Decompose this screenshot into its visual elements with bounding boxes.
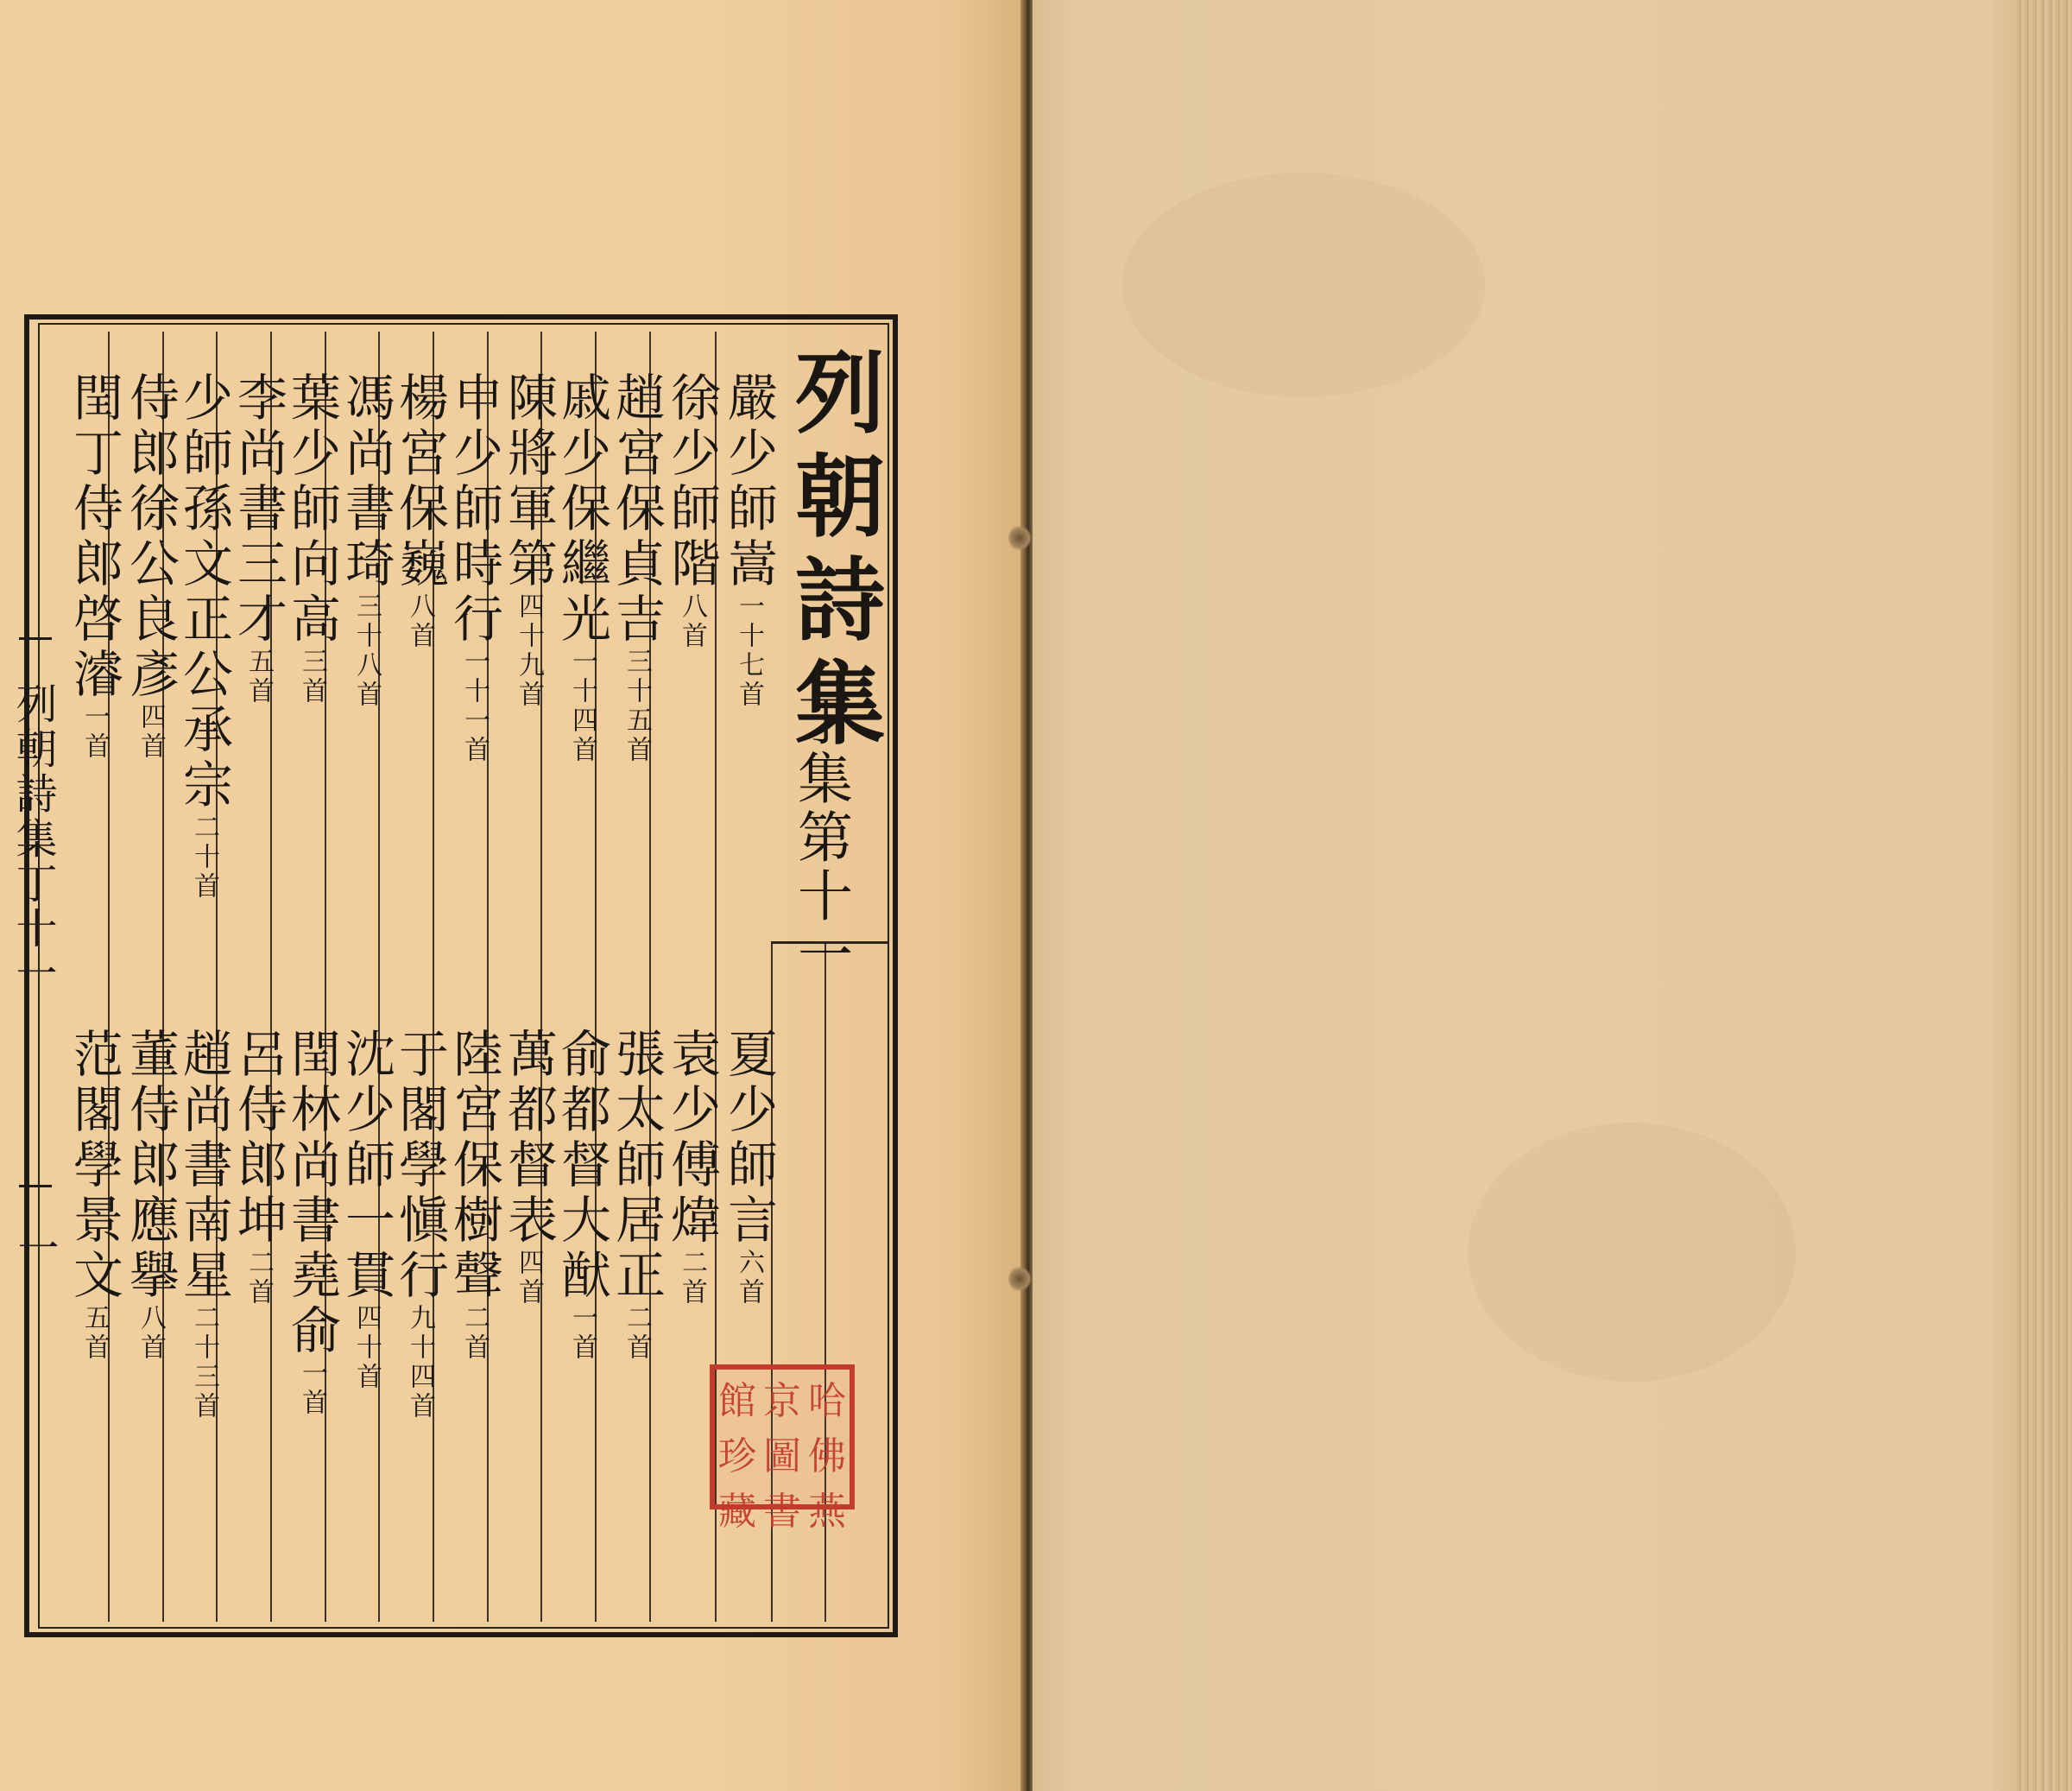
seal-glyph: 燕 bbox=[808, 1490, 846, 1534]
entry bbox=[499, 1028, 558, 1307]
entry bbox=[121, 371, 180, 762]
entry-name: 范閣學景文 bbox=[65, 1028, 123, 1304]
seal-glyph: 書 bbox=[763, 1490, 801, 1534]
entry-name: 陳將軍第 bbox=[499, 371, 558, 592]
entry-count: 一首 bbox=[297, 1359, 327, 1418]
paper-stain bbox=[1468, 1123, 1796, 1382]
entry-count: 二首 bbox=[622, 1304, 652, 1363]
entry-count: 一十七首 bbox=[734, 592, 764, 710]
seal-glyph: 藏 bbox=[718, 1490, 756, 1534]
entry bbox=[499, 371, 558, 710]
entry bbox=[229, 1028, 287, 1307]
entry-name: 沈少師一貫 bbox=[337, 1028, 395, 1304]
entry-name: 馮尚書琦 bbox=[337, 371, 395, 592]
entry-count: 二首 bbox=[459, 1304, 490, 1363]
book-title: 列朝詩集 bbox=[780, 345, 886, 760]
entry-name: 嚴少師嵩 bbox=[719, 371, 778, 592]
entry bbox=[174, 371, 233, 902]
entry-name: 夏少師言 bbox=[719, 1028, 778, 1249]
entry-count: 五首 bbox=[243, 648, 274, 706]
entry bbox=[719, 1028, 778, 1307]
entry-count: 一首 bbox=[567, 1304, 597, 1363]
entry-count: 一十一首 bbox=[459, 648, 490, 765]
entry-name: 戚少保繼光 bbox=[553, 371, 611, 648]
entry bbox=[282, 1028, 341, 1418]
entry-name: 申少師時行 bbox=[445, 371, 503, 648]
entry-name: 閏丁侍郎啓濬 bbox=[65, 371, 123, 703]
seal-glyph: 珍 bbox=[718, 1434, 756, 1478]
entry bbox=[553, 371, 611, 765]
entry-name: 陸宮保樹聲 bbox=[445, 1028, 503, 1304]
entry-count: 三十八首 bbox=[351, 592, 382, 710]
entry-count: 九十四首 bbox=[405, 1304, 435, 1421]
seal-glyph: 京 bbox=[763, 1379, 801, 1423]
fish-tail-mark bbox=[19, 1185, 52, 1187]
entry bbox=[719, 371, 778, 710]
entry-count: 二十首 bbox=[189, 813, 219, 902]
entry bbox=[65, 1028, 123, 1363]
entry bbox=[607, 371, 666, 765]
entry bbox=[337, 1028, 395, 1392]
entry-count: 八首 bbox=[405, 592, 435, 651]
entry bbox=[282, 371, 341, 706]
entry-name: 呂侍郎坤 bbox=[229, 1028, 287, 1249]
entry-count: 二首 bbox=[677, 1249, 707, 1307]
entry-count: 四首 bbox=[514, 1249, 544, 1307]
seal-glyph: 哈 bbox=[808, 1379, 846, 1423]
entry-name: 楊宮保巍 bbox=[390, 371, 449, 592]
margin-title: 列朝詩集丁十一 bbox=[9, 682, 57, 997]
fish-tail-mark bbox=[19, 637, 52, 640]
entry bbox=[445, 1028, 503, 1363]
entry bbox=[445, 371, 503, 765]
entry bbox=[553, 1028, 611, 1363]
entry-name: 趙宮保貞吉 bbox=[607, 371, 666, 648]
seal-glyph: 佛 bbox=[808, 1434, 846, 1478]
entry-count: 一首 bbox=[79, 703, 110, 762]
entry bbox=[174, 1028, 233, 1421]
entry-count: 五首 bbox=[79, 1304, 110, 1363]
entry-count: 三首 bbox=[297, 648, 327, 706]
entry-name: 葉少師向高 bbox=[282, 371, 341, 648]
entry-count: 四十首 bbox=[351, 1304, 382, 1392]
seal-glyph: 館 bbox=[718, 1379, 756, 1423]
entry-count: 六首 bbox=[734, 1249, 764, 1307]
entry-name: 徐少師階 bbox=[662, 371, 721, 592]
entry bbox=[337, 371, 395, 710]
entry-count: 一十四首 bbox=[567, 648, 597, 765]
entry bbox=[65, 371, 123, 762]
entry-name: 董侍郎應擧 bbox=[121, 1028, 180, 1304]
entry-name: 于閣學愼行 bbox=[390, 1028, 449, 1304]
entry bbox=[229, 371, 287, 706]
book-subtitle: 丁集第十一 bbox=[788, 691, 852, 984]
entry bbox=[390, 371, 449, 651]
entry bbox=[662, 371, 721, 651]
entry-count: 四首 bbox=[136, 703, 166, 762]
entry-name: 張太師居正 bbox=[607, 1028, 666, 1304]
page-edge-stack bbox=[2017, 0, 2072, 1791]
entry-count: 四十九首 bbox=[514, 592, 544, 710]
paper-stain bbox=[1122, 173, 1485, 397]
entry bbox=[662, 1028, 721, 1307]
binding-hole bbox=[1008, 1266, 1031, 1292]
leaf-number: 一 bbox=[10, 1226, 59, 1273]
entry-count: 八首 bbox=[136, 1304, 166, 1363]
entry-count: 二十三首 bbox=[189, 1304, 219, 1421]
library-seal bbox=[710, 1364, 855, 1534]
entry-count: 三十五首 bbox=[622, 648, 652, 765]
entry-name: 侍郎徐公良彥 bbox=[121, 371, 180, 703]
entry-name: 閏林尚書堯俞 bbox=[282, 1028, 341, 1359]
entry-name: 李尚書三才 bbox=[229, 371, 287, 648]
entry bbox=[390, 1028, 449, 1421]
entry-count: 二首 bbox=[243, 1249, 274, 1307]
entry-name: 少師孫文正公承宗 bbox=[174, 371, 233, 813]
entry bbox=[607, 1028, 666, 1363]
entry bbox=[121, 1028, 180, 1363]
binding-hole bbox=[1008, 525, 1031, 551]
entry-name: 袁少傅煒 bbox=[662, 1028, 721, 1249]
entry-count: 八首 bbox=[677, 592, 707, 651]
entry-name: 萬都督表 bbox=[499, 1028, 558, 1249]
seal-glyph: 圖 bbox=[763, 1434, 801, 1478]
entry-name: 趙尚書南星 bbox=[174, 1028, 233, 1304]
entry-name: 俞都督大猷 bbox=[553, 1028, 611, 1304]
